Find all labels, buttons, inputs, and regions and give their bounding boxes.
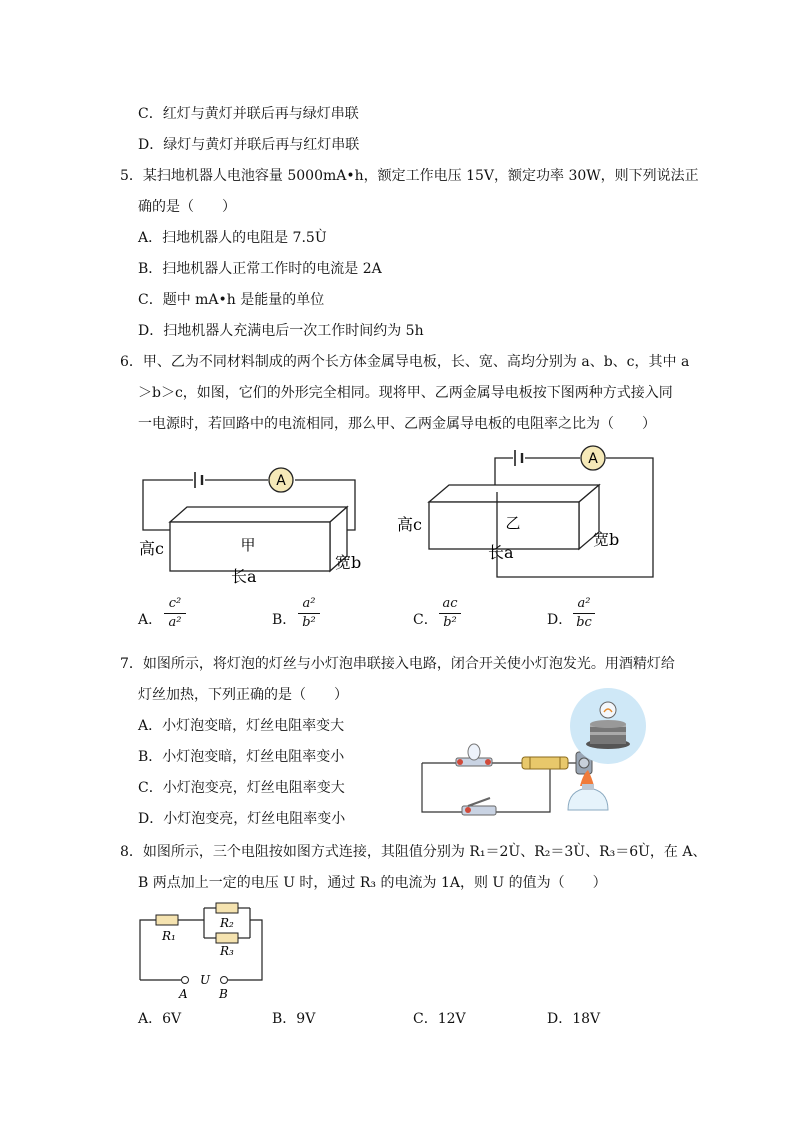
- q8-stem-line1: 8．如图所示，三个电阻按如图方式连接，其阻值分别为 R₁＝2Ù、R₂＝3Ù、R₃＝6Ù，在 A、: [120, 844, 707, 860]
- q7-stem-line2: 灯丝加热，下列正确的是（ ）: [138, 687, 348, 703]
- fraction-denominator: bc: [576, 615, 592, 630]
- magnified-bulb-icon: [570, 688, 646, 764]
- fraction-bar: [298, 613, 320, 614]
- fraction-numerator: a²: [302, 596, 316, 611]
- fraction-numerator: a²: [577, 596, 591, 611]
- filament-tube-icon: [522, 757, 568, 769]
- fraction-denominator: b²: [443, 615, 457, 630]
- fraction-bar: [164, 613, 186, 614]
- q6-figure-yi: [395, 440, 660, 582]
- q7-option-b: B．小灯泡变暗，灯丝电阻率变小: [138, 749, 345, 765]
- r1-label: R₁: [162, 929, 176, 943]
- q6-option-d-label: D．: [547, 612, 573, 628]
- q6-option-c-label: C．: [413, 612, 438, 628]
- q8-option-a: A．6V: [138, 1011, 182, 1027]
- q8-stem-line2: B 两点加上一定的电压 U 时，通过 R₃ 的电流为 1A，则 U 的值为（ ）: [138, 875, 607, 891]
- alcohol-burner-icon: [568, 770, 608, 810]
- ammeter-label: A: [276, 473, 286, 489]
- q8-option-b: B．9V: [272, 1011, 316, 1027]
- q7-figure: [418, 688, 658, 818]
- q5-stem-line1: 5．某扫地机器人电池容量 5000mA•h，额定工作电压 15V，额定功率 30W，则下列说法正: [120, 168, 699, 184]
- fraction-denominator: b²: [302, 615, 316, 630]
- q8-option-c: C．12V: [413, 1011, 466, 1027]
- fraction-numerator: c²: [168, 596, 182, 611]
- q6-stem-line2: ＞b＞c，如图，它们的外形完全相同。现将甲、乙两金属导电板按下图两种方式接入同: [138, 385, 673, 401]
- q6-stem-line3: 一电源时，若回路中的电流相同，那么甲、乙两金属导电板的电阻率之比为（ ）: [138, 416, 656, 432]
- length-label: 长a: [231, 567, 257, 586]
- q6-figure-jia: [135, 460, 375, 590]
- q6-option-b-label: B．: [272, 612, 297, 628]
- resistor-r1: [156, 915, 178, 925]
- block-label: 乙: [505, 514, 521, 532]
- q4-option-d: D．绿灯与黄灯并联后再与红灯串联: [138, 137, 360, 153]
- q7-option-d: D．小灯泡变亮，灯丝电阻率变小: [138, 811, 346, 827]
- resistor-r3: [216, 933, 238, 943]
- terminal-b-label: B: [219, 987, 228, 1001]
- q8-option-d: D．18V: [547, 1011, 601, 1027]
- terminal-a-label: A: [179, 987, 188, 1001]
- fraction-bar: [573, 613, 595, 614]
- q6-stem-line1: 6．甲、乙为不同材料制成的两个长方体金属导电板，长、宽、高均分别为 a、b、c，其中 a: [120, 354, 690, 370]
- q4-option-c: C．红灯与黄灯并联后再与绿灯串联: [138, 106, 359, 122]
- q7-stem-line1: 7．如图所示，将灯泡的灯丝与小灯泡串联接入电路，闭合开关使小灯泡发光。用酒精灯给: [120, 656, 675, 672]
- q5-option-b: B．扫地机器人正常工作时的电流是 2A: [138, 261, 382, 277]
- fraction-numerator: ac: [442, 596, 458, 611]
- ammeter-label: A: [588, 451, 598, 467]
- block-label: 甲: [240, 536, 256, 554]
- resistor-r2: [216, 903, 238, 913]
- height-label: 高c: [397, 515, 422, 534]
- fraction-bar: [439, 613, 461, 614]
- r3-label: R₃: [220, 944, 234, 958]
- q7-option-a: A．小灯泡变暗，灯丝电阻率变大: [138, 718, 345, 734]
- q6-option-d-fraction: [573, 596, 595, 631]
- q5-option-c: C．题中 mA•h 是能量的单位: [138, 292, 325, 308]
- fraction-denominator: a²: [168, 615, 182, 630]
- q6-option-c-fraction: [439, 596, 461, 631]
- height-label: 高c: [139, 539, 164, 558]
- q6-option-a-label: A．: [138, 612, 163, 628]
- q5-option-d: D．扫地机器人充满电后一次工作时间约为 5h: [138, 323, 424, 339]
- switch-icon: [462, 798, 496, 815]
- width-label: 宽b: [593, 530, 620, 549]
- q5-stem-line2: 确的是（ ）: [138, 199, 236, 215]
- r2-label: R₂: [220, 916, 234, 930]
- q7-option-c: C．小灯泡变亮，灯丝电阻率变大: [138, 780, 345, 796]
- q8-circuit-figure: [136, 898, 272, 1002]
- voltage-u-label: U: [200, 973, 211, 987]
- q6-option-a-fraction: [164, 596, 186, 631]
- q6-option-b-fraction: [298, 596, 320, 631]
- length-label: 长a: [488, 543, 514, 562]
- width-label: 宽b: [335, 553, 362, 572]
- small-bulb-icon: [456, 744, 492, 766]
- q5-option-a: A．扫地机器人的电阻是 7.5Ù: [138, 230, 327, 246]
